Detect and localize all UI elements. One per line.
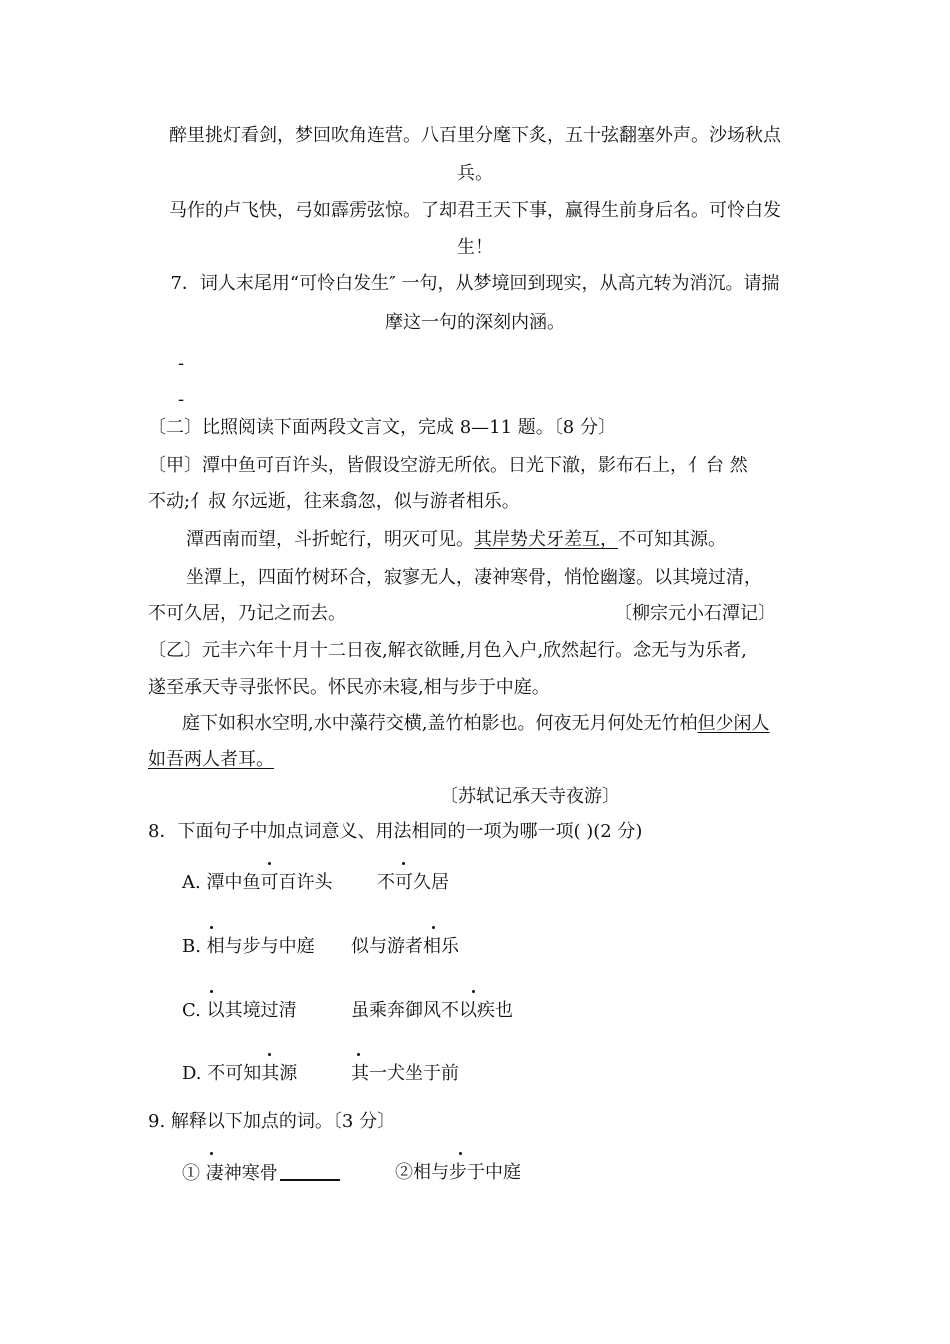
passage-jia-source: 〔柳宗元小石潭记〕 xyxy=(614,603,776,624)
passage-jia-line xyxy=(186,528,726,552)
question-9-item-2: ②相与步于中庭 xyxy=(395,1162,521,1183)
emphasis-dot xyxy=(402,862,405,865)
question-7-cont: 摩这一句的深刻内涵。 xyxy=(385,312,565,333)
question-7: 7．词人末尾用“可怜白发生″ 一句，从梦境回到现实，从高亢转为消沉。请揣 xyxy=(170,273,780,294)
emphasis-dot xyxy=(210,926,213,929)
underlined-sentence: 但少闲人 xyxy=(697,713,770,734)
passage-jia-line: 不可久居，乃记之而去。 xyxy=(148,603,346,624)
passage-text: 潭西南而望，斗折蛇行，明灭可见。 xyxy=(186,529,474,550)
emphasis-dot xyxy=(459,1152,462,1155)
option-c: C. 以其境过清 xyxy=(182,1000,297,1021)
passage-yi-line xyxy=(182,712,769,736)
underlined-sentence: 如吾两人者耳。 xyxy=(148,749,274,770)
poem-line-1-cont: 兵。 xyxy=(457,163,493,184)
poem-line-2-cont: 生！ xyxy=(457,237,493,258)
section-2-heading: 〔二〕比照阅读下面两段文言文，完成 8—11 题。〔8 分〕 xyxy=(148,417,616,438)
question-9-item-1 xyxy=(182,1161,340,1186)
poem-line-1: 醉里挑灯看剑，梦回吹角连营。八百里分麾下炙，五十弦翻塞外声。沙场秋点 xyxy=(169,125,781,146)
passage-text: 庭下如积水空明,水中藻荇交横,盖竹柏影也。何夜无月何处无竹柏 xyxy=(182,713,698,734)
option-b: B. 相与步与中庭 xyxy=(182,936,315,957)
passage-yi-line: 〔乙〕元丰六年十月十二日夜,解衣欲睡,月色入户,欣然起行。念无与为乐者, xyxy=(148,640,747,661)
passage-yi-source: 〔苏轼记承天寺夜游〕 xyxy=(440,786,620,807)
passage-yi-line: 遂至承天寺寻张怀民。怀民亦未寝,相与步于中庭。 xyxy=(148,677,550,698)
answer-line-dash: - xyxy=(178,353,185,374)
poem-line-2: 马作的卢飞快，弓如霹雳弦惊。了却君王天下事，赢得生前身后名。可怜白发 xyxy=(169,200,781,221)
answer-line-dash: - xyxy=(178,389,185,410)
passage-jia-line: 不动;亻叔 尔远逝，往来翕忽，似与游者相乐。 xyxy=(148,491,520,512)
option-d: D. 不可知其源 xyxy=(182,1063,298,1084)
option-b-second: 似与游者相乐 xyxy=(351,936,459,957)
answer-blank[interactable] xyxy=(280,1161,340,1181)
passage-text: 不可知其源。 xyxy=(618,529,726,550)
emphasis-dot xyxy=(472,990,475,993)
item-text: ① 凄神寒骨 xyxy=(182,1163,278,1184)
question-8: 8．下面句子中加点词意义、用法相同的一项为哪一项( )(2 分) xyxy=(148,821,643,842)
emphasis-dot xyxy=(268,862,271,865)
underlined-sentence: 其岸势犬牙差互， xyxy=(474,529,618,550)
option-a-second: 不可久居 xyxy=(377,872,449,893)
question-9: 9. 解释以下加点的词。〔3 分〕 xyxy=(148,1111,396,1132)
emphasis-dot xyxy=(210,990,213,993)
option-d-second: 其一犬坐于前 xyxy=(351,1063,459,1084)
emphasis-dot xyxy=(357,1053,360,1056)
passage-jia-line: 坐潭上，四面竹树环合，寂寥无人，凄神寒骨，悄怆幽邃。以其境过清， xyxy=(186,567,762,588)
passage-jia-line: 〔甲〕潭中鱼可百许头，皆假设空游无所依。日光下澈，影布石上，亻台 然 xyxy=(148,455,748,476)
emphasis-dot xyxy=(268,1053,271,1056)
option-a: A. 潭中鱼可百许头 xyxy=(182,872,333,893)
emphasis-dot xyxy=(432,926,435,929)
option-c-second: 虽乘奔御风不以疾也 xyxy=(351,1000,513,1021)
emphasis-dot xyxy=(210,1152,213,1155)
